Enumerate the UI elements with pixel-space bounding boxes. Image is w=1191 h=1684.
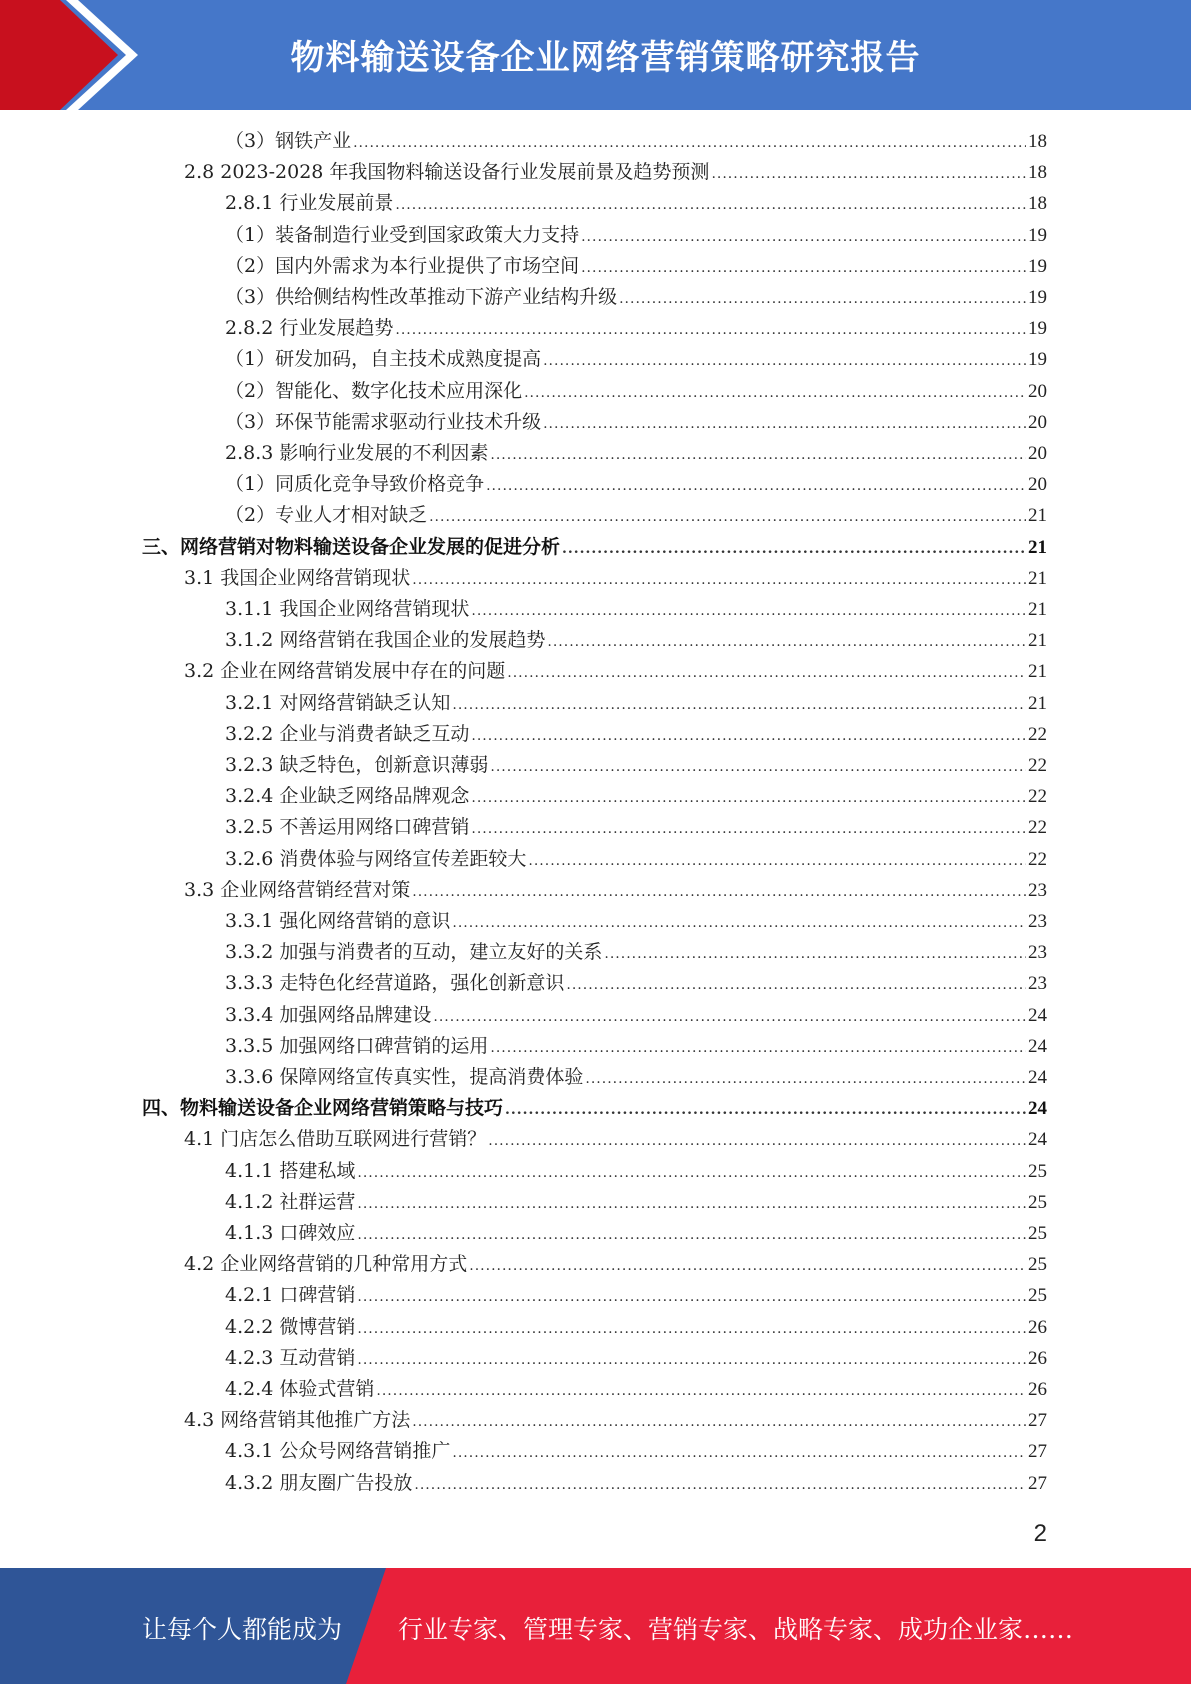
toc-dot-leader <box>357 1191 1026 1217</box>
toc-entry-page: 22 <box>1028 848 1047 870</box>
toc-entry[interactable] <box>225 1158 1047 1184</box>
toc-dot-leader <box>619 286 1026 312</box>
toc-dot-leader <box>353 130 1026 156</box>
toc-entry-label: 4.2.3 互动营销 <box>225 1346 356 1369</box>
toc-entry-page: 21 <box>1028 567 1047 589</box>
toc-entry-label: 4.2.4 体验式营销 <box>225 1378 375 1400</box>
header-banner <box>0 0 1191 110</box>
report-title: 物料输送设备企业网络营销策略研究报告 <box>290 38 921 78</box>
toc-entry-label: 2.8.2 行业发展趋势 <box>225 317 394 340</box>
toc-entry-page: 20 <box>1028 380 1047 402</box>
toc-entry-label: 4.1.1 搭建私域 <box>225 1159 356 1182</box>
toc-dot-leader <box>490 754 1026 780</box>
toc-dot-leader <box>412 879 1026 905</box>
toc-entry-label: 3.2 企业在网络营销发展中存在的问题 <box>184 660 506 683</box>
footer-banner <box>0 1568 1191 1684</box>
toc-entry-label: （3）供给侧结构性改革推动下游产业结构升级 <box>225 286 618 308</box>
toc-entry-label: 4.3 网络营销其他推广方法 <box>184 1409 411 1432</box>
toc-entry[interactable] <box>225 908 1047 934</box>
toc-entry-page: 20 <box>1028 411 1047 433</box>
toc-dot-leader <box>585 1066 1026 1092</box>
toc-entry-page: 26 <box>1028 1379 1047 1400</box>
toc-dot-leader <box>395 192 1026 218</box>
toc-entry[interactable] <box>225 752 1047 778</box>
toc-entry-label: 2.8.3 影响行业发展的不利因素 <box>225 442 489 464</box>
toc-entry-label: 3.2.1 对网络营销缺乏认知 <box>225 691 451 714</box>
toc-dot-leader <box>471 598 1026 624</box>
toc-dot-leader <box>566 972 1026 998</box>
toc-entry[interactable] <box>184 1126 1047 1152</box>
toc-entry-label: 3.2.3 缺乏特色，创新意识薄弱 <box>225 754 489 776</box>
toc-entry[interactable] <box>184 1407 1047 1433</box>
toc-entry[interactable] <box>225 222 1047 248</box>
toc-entry-label: 3.3.1 强化网络营销的意识 <box>225 910 451 932</box>
toc-entry-label: （2）国内外需求为本行业提供了市场空间 <box>225 254 580 277</box>
footer-slogan-left: 让每个人都能成为 <box>142 1615 343 1644</box>
toc-entry-page: 22 <box>1028 817 1047 839</box>
toc-entry[interactable] <box>142 1095 1047 1121</box>
page-number: 2 <box>1033 1520 1047 1547</box>
toc-entry-page: 25 <box>1028 1254 1047 1276</box>
toc-entry-page: 23 <box>1028 911 1047 932</box>
toc-entry-page: 18 <box>1028 193 1047 215</box>
toc-entry-page: 21 <box>1028 536 1047 558</box>
toc-entry-page: 21 <box>1028 505 1047 527</box>
toc-entry-label: （3）环保节能需求驱动行业技术升级 <box>225 410 542 433</box>
toc-dot-leader <box>469 1253 1026 1279</box>
toc-entry-page: 20 <box>1028 474 1047 496</box>
toc-entry[interactable] <box>225 284 1047 310</box>
toc-dot-leader <box>490 442 1026 468</box>
toc-entry-page: 23 <box>1028 973 1047 995</box>
toc-entry-label: 3.3.6 保障网络宣传真实性，提高消费体验 <box>225 1066 584 1088</box>
toc-dot-leader <box>452 692 1026 718</box>
toc-entry-label: 4.2.2 微博营销 <box>225 1315 356 1338</box>
toc-dot-leader <box>471 723 1026 749</box>
toc-dot-leader <box>357 1222 1026 1248</box>
toc-entry-label: 4.1.3 口碑效应 <box>225 1222 356 1244</box>
toc-entry-label: （2）专业人才相对缺乏 <box>225 504 428 527</box>
toc-entry[interactable] <box>225 1376 1047 1402</box>
toc-entry-page: 24 <box>1028 1067 1047 1088</box>
toc-dot-leader <box>357 1160 1026 1186</box>
toc-entry[interactable] <box>225 1064 1047 1090</box>
toc-entry-label: 2.8.1 行业发展前景 <box>225 192 394 215</box>
toc-entry[interactable] <box>225 128 1047 154</box>
toc-entry-page: 19 <box>1028 255 1047 277</box>
toc-entry-label: 3.1.2 网络营销在我国企业的发展趋势 <box>225 629 546 652</box>
toc-dot-leader <box>357 1284 1026 1310</box>
toc-entry-label: 3.2.4 企业缺乏网络品牌观念 <box>225 785 470 808</box>
toc-entry-label: 3.3 企业网络营销经营对策 <box>184 878 411 901</box>
toc-dot-leader <box>452 1440 1026 1466</box>
toc-entry[interactable] <box>225 471 1047 497</box>
toc-dot-leader <box>486 473 1026 499</box>
toc-entry-label: 四、物料输送设备企业网络营销策略与技巧 <box>142 1097 504 1120</box>
toc-dot-leader <box>581 255 1026 281</box>
toc-entry[interactable] <box>225 596 1047 622</box>
toc-dot-leader <box>490 1035 1026 1061</box>
toc-entry[interactable] <box>225 1220 1047 1246</box>
toc-entry-label: 4.2 企业网络营销的几种常用方式 <box>184 1253 468 1276</box>
toc-entry-label: 4.3.2 朋友圈广告投放 <box>225 1471 413 1494</box>
toc-entry[interactable] <box>225 378 1047 404</box>
toc-entry-page: 23 <box>1028 942 1047 964</box>
toc-dot-leader <box>507 660 1026 686</box>
toc-entry[interactable] <box>184 658 1047 684</box>
toc-entry[interactable] <box>225 1345 1047 1371</box>
toc-dot-leader <box>547 629 1026 655</box>
toc-entry-page: 27 <box>1028 1410 1047 1432</box>
toc-entry-label: 4.2.1 口碑营销 <box>225 1284 356 1307</box>
toc-entry-label: （1）研发加码，自主技术成熟度提高 <box>225 348 542 371</box>
toc-entry-page: 20 <box>1028 443 1047 464</box>
toc-entry[interactable] <box>225 783 1047 809</box>
toc-entry[interactable] <box>225 1282 1047 1308</box>
toc-entry[interactable] <box>142 534 1047 560</box>
toc-entry-page: 19 <box>1028 349 1047 371</box>
toc-entry[interactable] <box>225 1314 1047 1340</box>
toc-dot-leader <box>488 1128 1026 1154</box>
toc-dot-leader <box>357 1316 1026 1342</box>
footer-slogan-right: 行业专家、管理专家、营销专家、战略专家、成功企业家…… <box>398 1615 1074 1644</box>
toc-entry[interactable] <box>225 502 1047 528</box>
toc-dot-leader <box>357 1347 1026 1373</box>
toc-entry-page: 23 <box>1028 879 1047 901</box>
toc-entry-label: 2.8 2023-2028 年我国物料输送设备行业发展前景及趋势预测 <box>184 161 710 184</box>
toc-entry-page: 19 <box>1028 287 1047 308</box>
toc-entry[interactable] <box>225 627 1047 653</box>
toc-entry[interactable] <box>184 159 1047 185</box>
toc-entry-label: 3.3.5 加强网络口碑营销的运用 <box>225 1034 489 1057</box>
toc-entry[interactable] <box>225 440 1047 466</box>
toc-entry-page: 18 <box>1028 131 1047 152</box>
toc-entry[interactable] <box>225 814 1047 840</box>
toc-dot-leader <box>528 848 1026 874</box>
toc-entry-page: 27 <box>1028 1472 1047 1494</box>
toc-entry-page: 22 <box>1028 723 1047 745</box>
toc-dot-leader <box>581 224 1026 250</box>
toc-dot-leader <box>412 567 1026 593</box>
toc-dot-leader <box>543 348 1026 374</box>
toc-entry[interactable] <box>225 846 1047 872</box>
toc-entry[interactable] <box>184 877 1047 903</box>
toc-entry-page: 19 <box>1028 224 1047 246</box>
toc-dot-leader <box>452 910 1026 936</box>
toc-entry-page: 26 <box>1028 1347 1047 1369</box>
toc-entry-label: 3.2.6 消费体验与网络宣传差距较大 <box>225 847 527 870</box>
toc-entry[interactable] <box>225 721 1047 747</box>
toc-entry-label: （3）钢铁产业 <box>225 130 352 152</box>
toc-entry-page: 18 <box>1028 162 1047 184</box>
toc-entry-page: 21 <box>1028 692 1047 714</box>
toc-entry-page: 25 <box>1028 1223 1047 1244</box>
toc-entry-page: 21 <box>1028 661 1047 683</box>
toc-entry[interactable] <box>225 1470 1047 1496</box>
toc-dot-leader <box>429 504 1026 530</box>
toc-entry[interactable] <box>184 565 1047 591</box>
toc-entry[interactable] <box>225 939 1047 965</box>
toc-entry-page: 24 <box>1028 1004 1047 1026</box>
toc-dot-leader <box>376 1378 1026 1404</box>
toc-entry[interactable] <box>225 1189 1047 1215</box>
toc-entry-label: （1）装备制造行业受到国家政策大力支持 <box>225 223 580 246</box>
toc-entry[interactable] <box>225 409 1047 435</box>
toc-entry-label: 4.3.1 公众号网络营销推广 <box>225 1440 451 1463</box>
toc-entry-label: （2）智能化、数字化技术应用深化 <box>225 379 523 402</box>
toc-entry-page: 27 <box>1028 1441 1047 1463</box>
toc-entry-page: 25 <box>1028 1285 1047 1307</box>
toc-entry-page: 26 <box>1028 1316 1047 1338</box>
toc-dot-leader <box>524 380 1026 406</box>
toc-entry-label: 4.1 门店怎么借助互联网进行营销？ <box>184 1128 487 1151</box>
toc-entry-label: 3.1 我国企业网络营销现状 <box>184 566 411 589</box>
toc-entry-page: 21 <box>1028 630 1047 652</box>
toc-entry-page: 25 <box>1028 1191 1047 1213</box>
toc-dot-leader <box>395 317 1026 343</box>
toc-entry-label: 三、网络营销对物料输送设备企业发展的促进分析 <box>142 535 561 558</box>
toc-dot-leader <box>711 161 1026 187</box>
toc-dot-leader <box>414 1472 1026 1498</box>
toc-entry[interactable] <box>225 346 1047 372</box>
toc-entry-label: 3.3.3 走特色化经营道路，强化创新意识 <box>225 972 565 995</box>
toc-dot-leader <box>604 941 1026 967</box>
toc-entry-page: 19 <box>1028 318 1047 340</box>
toc-entry[interactable] <box>225 315 1047 341</box>
toc-entry-page: 24 <box>1028 1035 1047 1057</box>
toc-entry[interactable] <box>225 970 1047 996</box>
toc-entry-label: 3.3.2 加强与消费者的互动，建立友好的关系 <box>225 941 603 964</box>
toc-entry-label: 3.2.5 不善运用网络口碑营销 <box>225 816 470 839</box>
toc-dot-leader <box>433 1004 1026 1030</box>
toc-entry-label: 4.1.2 社群运营 <box>225 1190 356 1213</box>
toc-entry-label: 3.1.1 我国企业网络营销现状 <box>225 598 470 620</box>
toc-entry-page: 24 <box>1028 1129 1047 1151</box>
toc-dot-leader <box>505 1097 1026 1123</box>
toc-dot-leader <box>562 536 1026 562</box>
toc-entry-page: 22 <box>1028 786 1047 808</box>
toc-entry-label: 3.2.2 企业与消费者缺乏互动 <box>225 722 470 745</box>
toc-entry-label: （1）同质化竞争导致价格竞争 <box>225 473 485 496</box>
toc-entry[interactable] <box>225 690 1047 716</box>
toc-entry-page: 25 <box>1028 1160 1047 1182</box>
toc-entry[interactable] <box>225 1033 1047 1059</box>
toc-dot-leader <box>471 785 1026 811</box>
toc-entry-label: 3.3.4 加强网络品牌建设 <box>225 1003 432 1026</box>
toc-entry-page: 24 <box>1028 1098 1047 1120</box>
toc-dot-leader <box>412 1409 1026 1435</box>
toc-dot-leader <box>471 816 1026 842</box>
toc-dot-leader <box>543 411 1026 437</box>
toc-entry[interactable] <box>225 190 1047 216</box>
toc-entry[interactable] <box>184 1251 1047 1277</box>
toc-entry[interactable] <box>225 1438 1047 1464</box>
toc-entry[interactable] <box>225 1002 1047 1028</box>
toc-entry-page: 21 <box>1028 599 1047 620</box>
toc-entry-page: 22 <box>1028 755 1047 776</box>
toc-entry[interactable] <box>225 253 1047 279</box>
